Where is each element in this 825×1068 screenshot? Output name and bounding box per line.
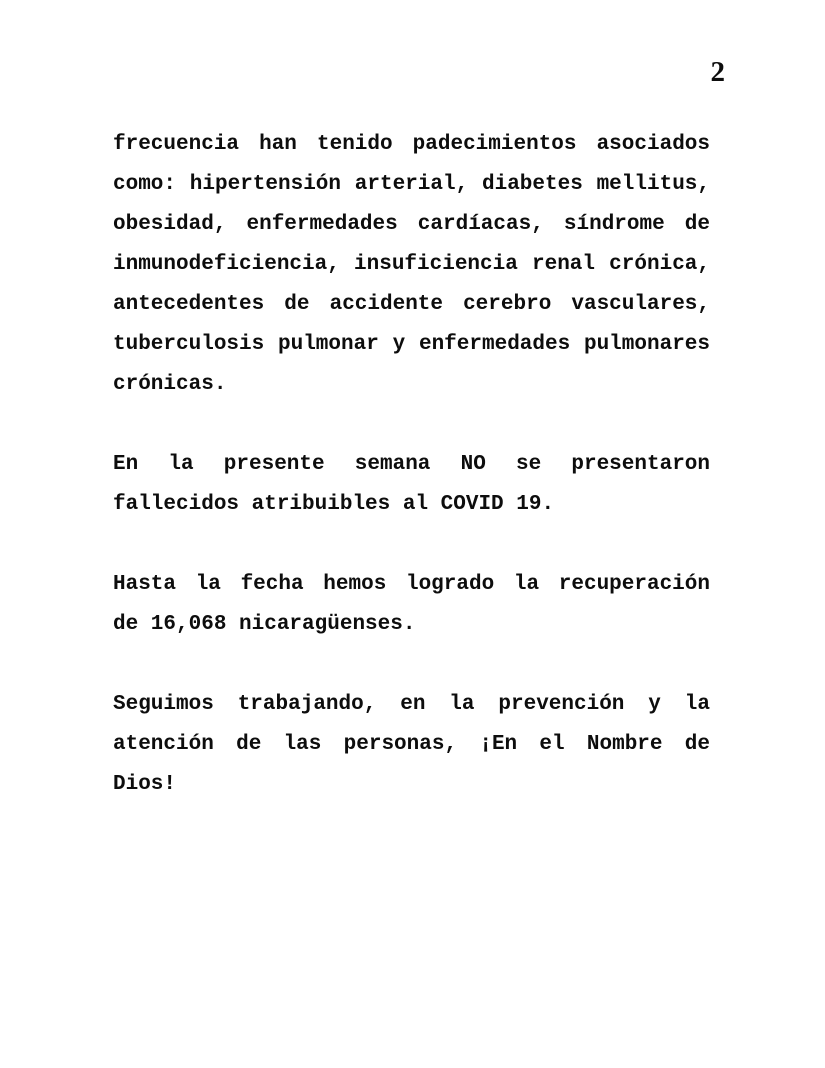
paragraph [113,685,710,805]
text-line: tuberculosis pulmonar y enfermedades pulmonares [113,333,710,356]
page-number: 2 [710,56,725,88]
paragraph [113,565,710,645]
text-line: como: hipertensión arterial, diabetes mellitus, [113,173,710,196]
text-line: Dios! [113,773,177,796]
document-body [113,125,710,805]
text-line: de 16,068 nicaragüenses. [113,613,416,636]
text-line: obesidad, enfermedades cardíacas, síndrome de [113,213,710,236]
text-line: atención de las personas, ¡En el Nombre de [113,733,710,756]
text-line: Seguimos trabajando, en la prevención y la [113,693,710,716]
text-line: crónicas. [113,373,227,396]
text-line: Hasta la fecha hemos logrado la recuperación [113,573,710,596]
text-line: antecedentes de accidente cerebro vasculares, [113,293,710,316]
text-line: fallecidos atribuibles al COVID 19. [113,493,555,516]
text-line: inmunodeficiencia, insuficiencia renal crónica, [113,253,710,276]
text-line: En la presente semana NO se presentaron [113,453,710,476]
text-line: frecuencia han tenido padecimientos asociados [113,133,710,156]
paragraph [113,125,710,405]
paragraph [113,445,710,525]
